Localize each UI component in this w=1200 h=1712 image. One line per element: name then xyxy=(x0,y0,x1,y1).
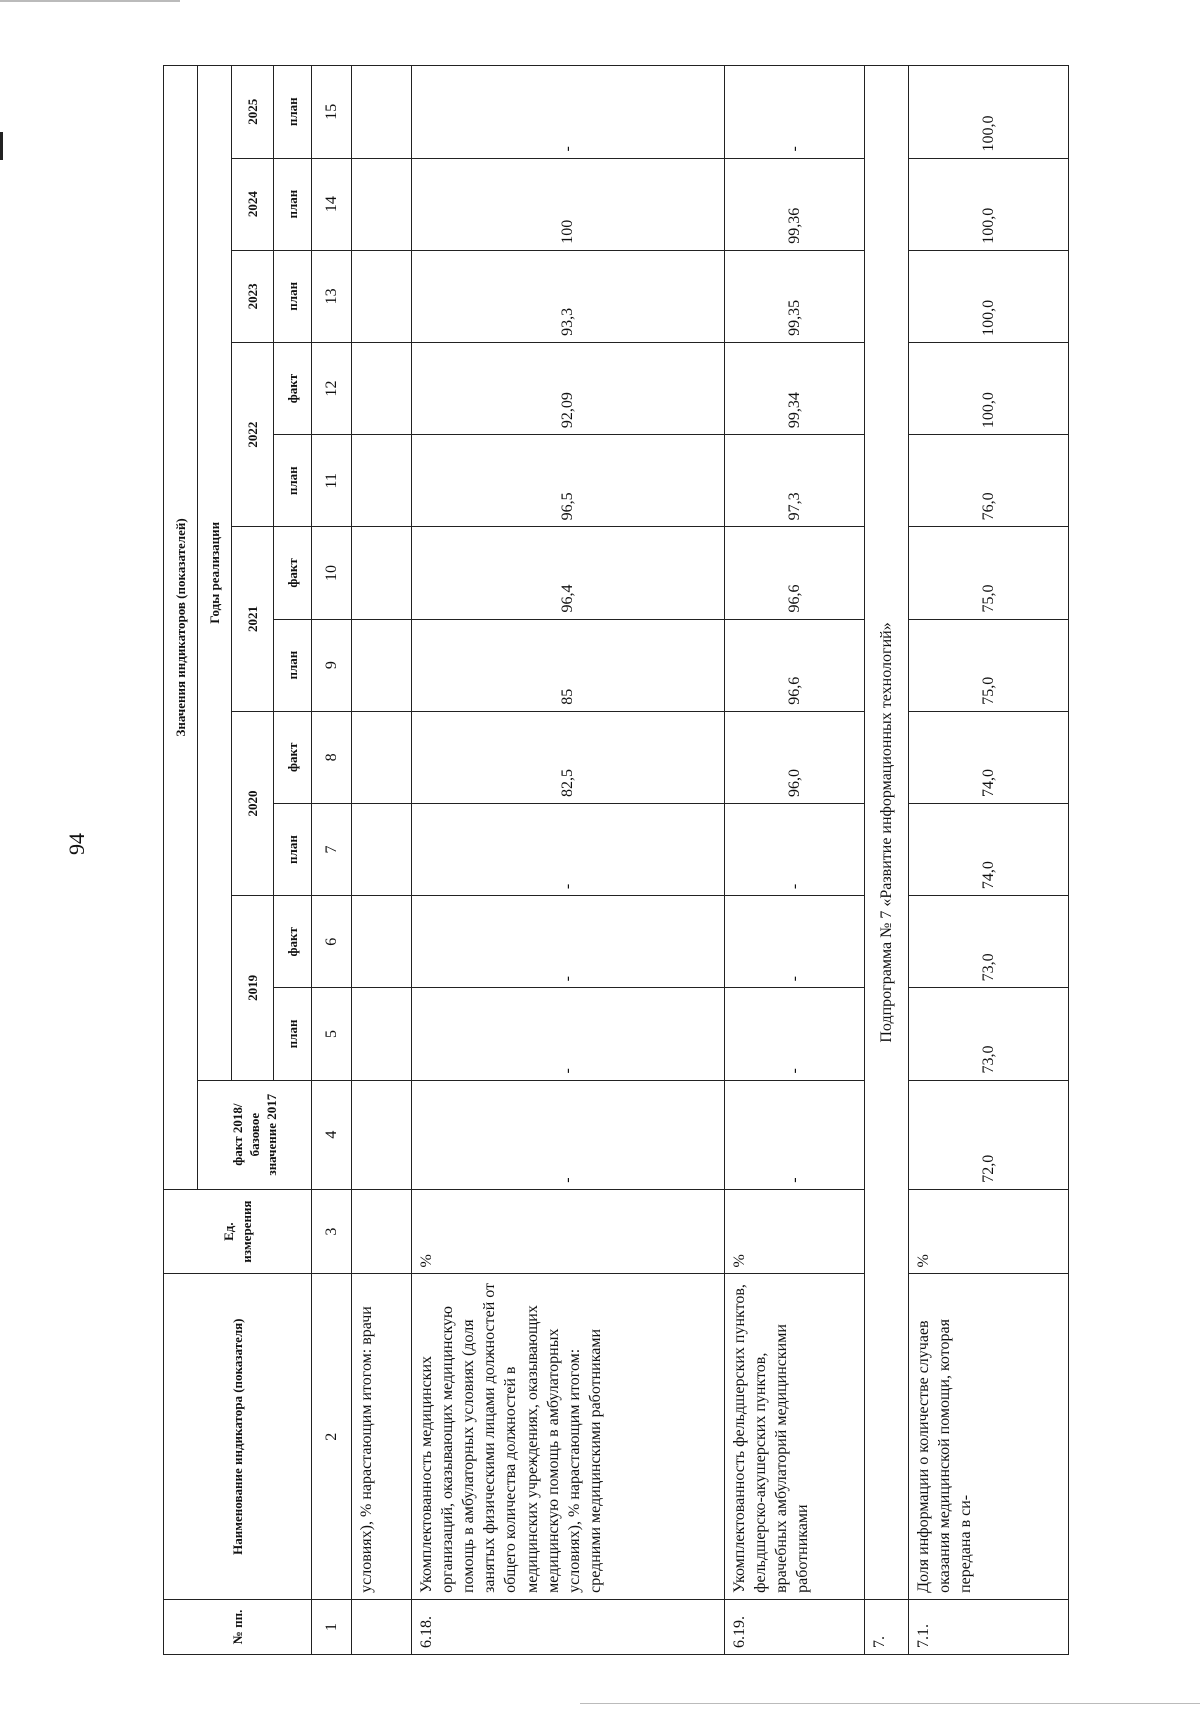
value-cell: 73,0 xyxy=(909,988,1069,1080)
value-cell xyxy=(352,803,412,895)
row-number: 7. xyxy=(865,1599,909,1654)
header-year: 2024 xyxy=(232,158,274,250)
header-name: Наименование индикатора (показателя) xyxy=(164,1274,312,1599)
column-number: 9 xyxy=(312,619,352,711)
column-number: 8 xyxy=(312,711,352,803)
value-cell xyxy=(352,435,412,527)
column-number: 14 xyxy=(312,158,352,250)
value-cell: - xyxy=(725,66,865,159)
value-cell: 72,0 xyxy=(909,1080,1069,1189)
header-year: 2021 xyxy=(232,527,274,711)
value-cell: 82,5 xyxy=(412,711,725,803)
indicator-name: Доля информации о количестве случаев оказания медицинской помощи, которая передана в си- xyxy=(909,1274,1069,1599)
header-num: № пп. xyxy=(164,1599,312,1654)
value-cell: 76,0 xyxy=(909,435,1069,527)
value-cell xyxy=(352,250,412,342)
value-cell: - xyxy=(725,896,865,988)
value-cell: 96,6 xyxy=(725,527,865,619)
value-cell: 99,35 xyxy=(725,250,865,342)
value-cell: 100,0 xyxy=(909,66,1069,159)
value-cell: 96,4 xyxy=(412,527,725,619)
table-row xyxy=(352,66,412,1655)
value-cell: 92,09 xyxy=(412,342,725,434)
page-number: 94 xyxy=(64,833,89,855)
header-plan: план xyxy=(274,66,312,159)
header-plan: план xyxy=(274,988,312,1080)
value-cell xyxy=(352,619,412,711)
column-number: 2 xyxy=(312,1274,352,1599)
value-cell xyxy=(352,896,412,988)
value-cell xyxy=(352,527,412,619)
row-number xyxy=(352,1599,412,1654)
value-cell: 100,0 xyxy=(909,158,1069,250)
value-cell: 97,3 xyxy=(725,435,865,527)
column-number: 6 xyxy=(312,896,352,988)
value-cell xyxy=(352,342,412,434)
column-number: 1 xyxy=(312,1599,352,1654)
header-base: факт 2018/базовое значение 2017 xyxy=(198,1080,312,1189)
header-plan: план xyxy=(274,158,312,250)
header-unit: Ед. измерения xyxy=(164,1189,312,1274)
header-fact: факт xyxy=(274,527,312,619)
value-cell: 85 xyxy=(412,619,725,711)
header-fact: факт xyxy=(274,896,312,988)
indicator-name: Укомплектованность медицинских организаций, оказывающих медицинскую помощь в амбулаторных условиях (доля занятых физическими лицами должностей от общего количества должностей в медицинских учреждениях, оказывающих медицинскую помощь в амбулаторных условиях), % нарастающим итогом: средними медицинскими работниками xyxy=(412,1274,725,1599)
column-number: 5 xyxy=(312,988,352,1080)
header-year: 2023 xyxy=(232,250,274,342)
value-cell: 100 xyxy=(412,158,725,250)
value-cell: - xyxy=(412,1080,725,1189)
header-plan: план xyxy=(274,250,312,342)
value-cell xyxy=(352,66,412,159)
indicators-table xyxy=(163,65,1069,1655)
column-number: 12 xyxy=(312,342,352,434)
row-number: 6.18. xyxy=(412,1599,725,1654)
value-cell: - xyxy=(725,1080,865,1189)
header-year: 2019 xyxy=(232,896,274,1080)
value-cell xyxy=(352,158,412,250)
table-row xyxy=(412,66,725,1655)
table-row xyxy=(909,66,1069,1655)
header-year: 2020 xyxy=(232,711,274,895)
indicator-unit: % xyxy=(725,1189,865,1274)
subprogram-row xyxy=(865,66,909,1655)
value-cell: 75,0 xyxy=(909,527,1069,619)
value-cell: 99,36 xyxy=(725,158,865,250)
row-number: 7.1. xyxy=(909,1599,1069,1654)
header-years-group: Годы реализации xyxy=(198,66,232,1081)
table-row xyxy=(725,66,865,1655)
value-cell: 75,0 xyxy=(909,619,1069,711)
value-cell xyxy=(352,711,412,803)
value-cell: 93,3 xyxy=(412,250,725,342)
value-cell: - xyxy=(412,988,725,1080)
column-number: 11 xyxy=(312,435,352,527)
subprogram-title: Подпрограмма № 7 «Развитие информационных технологий» xyxy=(865,66,909,1600)
header-year: 2022 xyxy=(232,342,274,526)
header-plan: план xyxy=(274,619,312,711)
column-number: 3 xyxy=(312,1189,352,1274)
value-cell xyxy=(352,1080,412,1189)
value-cell: 96,5 xyxy=(412,435,725,527)
column-number: 15 xyxy=(312,66,352,159)
column-number: 4 xyxy=(312,1080,352,1189)
value-cell: - xyxy=(725,803,865,895)
value-cell: 74,0 xyxy=(909,711,1069,803)
value-cell: - xyxy=(412,66,725,159)
value-cell: - xyxy=(412,803,725,895)
header-year: 2025 xyxy=(232,66,274,159)
value-cell: 96,0 xyxy=(725,711,865,803)
indicator-unit: % xyxy=(412,1189,725,1274)
scan-top-line xyxy=(0,0,180,2)
scan-edge-mark xyxy=(0,132,3,160)
header-fact: факт xyxy=(274,711,312,803)
value-cell: 96,6 xyxy=(725,619,865,711)
scan-bottom-line xyxy=(580,1703,1200,1704)
indicator-unit: % xyxy=(909,1189,1069,1274)
column-number: 7 xyxy=(312,803,352,895)
column-number: 13 xyxy=(312,250,352,342)
indicator-name: условиях), % нарастающим итогом: врачи xyxy=(352,1274,412,1599)
header-fact: факт xyxy=(274,342,312,434)
value-cell: 100,0 xyxy=(909,342,1069,434)
header-plan: план xyxy=(274,803,312,895)
value-cell xyxy=(352,988,412,1080)
column-numbers-row xyxy=(312,66,352,1655)
rotated-table-container xyxy=(163,65,1068,1655)
value-cell: 73,0 xyxy=(909,896,1069,988)
value-cell: - xyxy=(725,988,865,1080)
value-cell: 74,0 xyxy=(909,803,1069,895)
value-cell: 100,0 xyxy=(909,250,1069,342)
value-cell: - xyxy=(412,896,725,988)
indicator-name: Укомплектованность фельдшерских пунктов, фельдшерско-акушерских пунктов, врачебных амбулаторий медицинскими работниками xyxy=(725,1274,865,1599)
row-number: 6.19. xyxy=(725,1599,865,1654)
column-number: 10 xyxy=(312,527,352,619)
indicator-unit xyxy=(352,1189,412,1274)
header-plan: план xyxy=(274,435,312,527)
value-cell: 99,34 xyxy=(725,342,865,434)
header-values-group: Значения индикаторов (показателей) xyxy=(164,66,198,1190)
